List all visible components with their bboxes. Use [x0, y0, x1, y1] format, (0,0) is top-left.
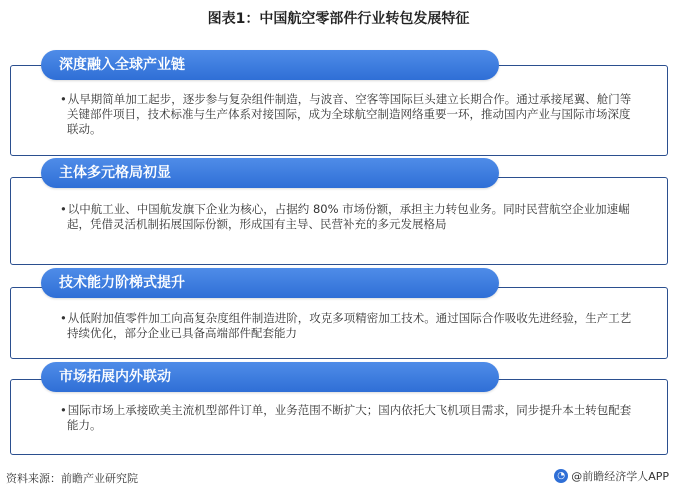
section-heading: 市场拓展内外联动	[41, 362, 499, 392]
bullet-icon: •	[60, 92, 67, 106]
section-body	[60, 92, 637, 137]
section-body	[60, 311, 637, 341]
brand-text: @前瞻经济学人APP	[571, 470, 669, 483]
brand-credit	[554, 468, 669, 484]
section-text: 从低附加值零件加工向高复杂度组件制造进阶，攻克多项精密加工技术。通过国际合作吸收先进经验，生产工艺持续优化，部分企业已具备高端部件配套能力	[67, 311, 632, 340]
bullet-icon: •	[60, 403, 67, 417]
section-text: 国际市场上承接欧美主流机型部件订单，业务范围不断扩大；国内依托大飞机项目需求，同步提升本土转包配套能力。	[67, 403, 632, 432]
section-heading: 技术能力阶梯式提升	[41, 268, 499, 298]
source-note: 资料来源：前瞻产业研究院	[6, 472, 138, 485]
section-text: 以中航工业、中国航发旗下企业为核心，占据约 80% 市场份额，承担主力转包业务。同时民营航空企业加速崛起，凭借灵活机制拓展国际份额，形成国有主导、民营补充的多元发展格局	[67, 202, 630, 231]
bullet-icon: •	[60, 202, 67, 216]
section-body	[60, 202, 637, 232]
page-title: 图表1：中国航空零部件行业转包发展特征	[207, 11, 470, 27]
bullet-icon: •	[60, 311, 67, 325]
qianzhan-logo-icon: ◔	[554, 469, 568, 483]
section-heading: 主体多元格局初显	[41, 158, 499, 188]
section-heading: 深度融入全球产业链	[41, 50, 499, 80]
section-body	[60, 403, 637, 433]
section-text: 从早期简单加工起步，逐步参与复杂组件制造，与波音、空客等国际巨头建立长期合作。通过承接尾翼、舱门等关键部件项目，技术标准与生产体系对接国际，成为全球航空制造网络重要一环，推动国内产业与国际市场深度联动。	[67, 92, 632, 136]
